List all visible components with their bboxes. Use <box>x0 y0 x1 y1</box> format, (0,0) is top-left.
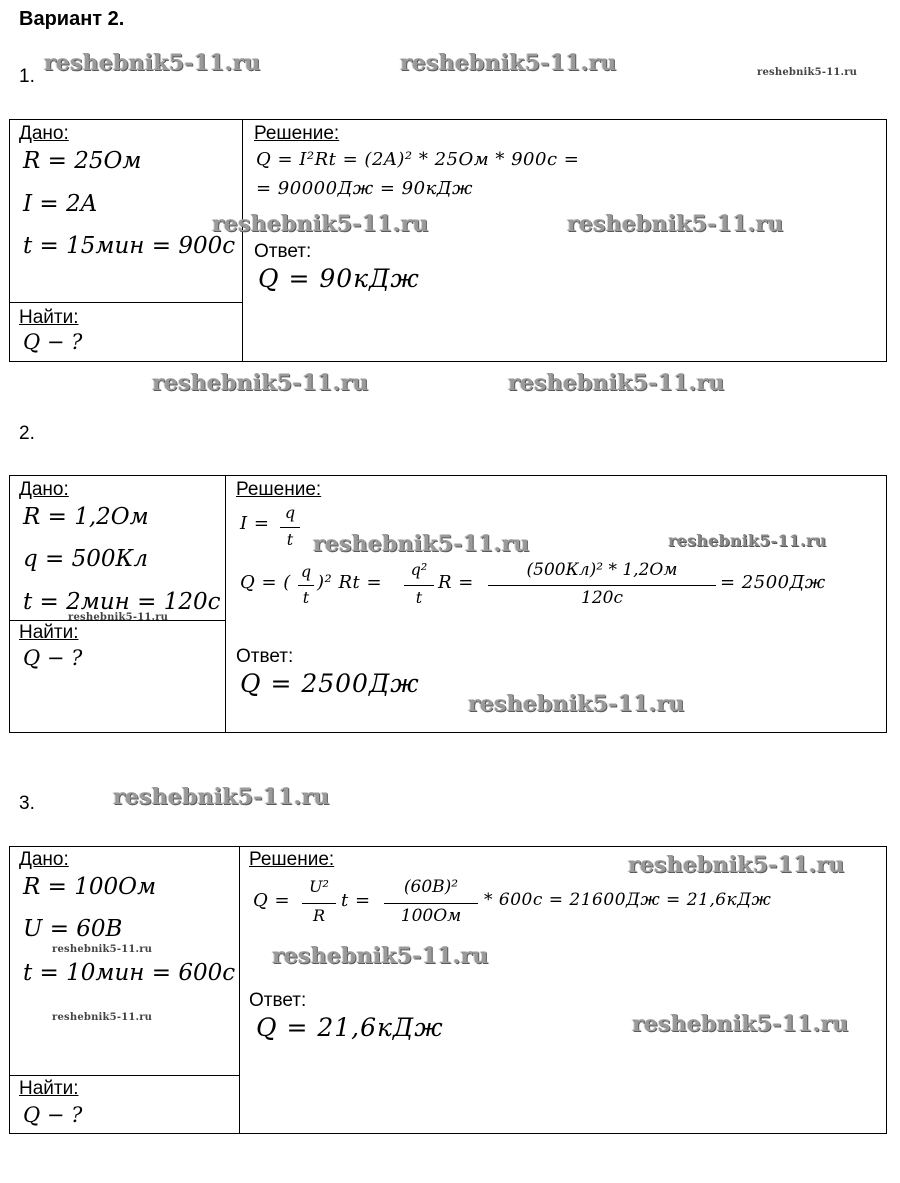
solution-formula-result: = 2500Дж <box>720 572 826 593</box>
given-current: I = 2A <box>23 191 98 217</box>
watermark: reshebnik5-11.ru <box>212 211 429 237</box>
page-heading: Вариант 2. <box>19 8 125 30</box>
problem-3-number: 3. <box>19 793 35 814</box>
answer-value: Q = 90кДж <box>258 264 420 293</box>
fraction-denominator: 100Ом <box>400 906 462 926</box>
fraction-denominator: t <box>415 588 423 607</box>
answer-label: Ответ: <box>254 241 312 262</box>
fraction-numerator: (500Кл)² * 1,2Ом <box>526 560 678 580</box>
solution-line-1: Q = I²Rt = (2A)² * 25Ом * 900с = <box>256 149 580 170</box>
watermark: reshebnik5-11.ru <box>52 944 153 955</box>
watermark: reshebnik5-11.ru <box>757 67 858 78</box>
find-value: Q − ? <box>23 330 83 354</box>
solution-label: Решение: <box>249 849 335 870</box>
fraction-denominator: t <box>286 530 294 549</box>
find-value: Q − ? <box>23 1103 83 1127</box>
fraction-numerator: q <box>300 562 312 581</box>
watermark: reshebnik5-11.ru <box>113 784 330 810</box>
given-resistance: R = 25Ом <box>23 148 142 174</box>
watermark: reshebnik5-11.ru <box>508 370 725 396</box>
fraction-numerator: U² <box>309 877 329 896</box>
watermark: reshebnik5-11.ru <box>313 531 530 557</box>
answer-label: Ответ: <box>249 990 307 1011</box>
given-resistance: R = 100Ом <box>23 874 157 900</box>
watermark: reshebnik5-11.ru <box>468 691 685 717</box>
watermark: reshebnik5-11.ru <box>400 50 617 76</box>
watermark: reshebnik5-11.ru <box>628 852 845 878</box>
solution-formula-start: Q = <box>253 890 291 911</box>
fraction-denominator: 120с <box>581 588 623 608</box>
problem-1-number: 1. <box>19 66 35 87</box>
watermark: reshebnik5-11.ru <box>68 612 169 623</box>
given-resistance: R = 1,2Ом <box>23 504 149 530</box>
given-time: t = 10мин = 600с <box>23 960 236 986</box>
given-time: t = 2мин = 120с <box>23 589 221 615</box>
fraction-denominator: R <box>312 906 326 925</box>
fraction-denominator: t <box>302 588 310 607</box>
watermark: reshebnik5-11.ru <box>152 370 369 396</box>
watermark: reshebnik5-11.ru <box>668 531 827 550</box>
fraction-numerator: q <box>284 503 296 522</box>
find-label: Найти: <box>19 1078 79 1099</box>
solution-formula-mid: )² Rt = <box>317 572 383 593</box>
answer-value: Q = 21,6кДж <box>256 1013 444 1042</box>
find-value: Q − ? <box>23 646 83 670</box>
problem-2-number: 2. <box>19 423 35 444</box>
solution-formula-result: * 600с = 21600Дж = 21,6кДж <box>484 890 772 910</box>
solution-formula-start: Q = ( <box>240 572 291 593</box>
solution-label: Решение: <box>254 123 340 144</box>
solution-formula-r: R = <box>438 572 474 593</box>
solution-formula-mid: t = <box>341 890 371 911</box>
given-time: t = 15мин = 900с <box>23 233 236 259</box>
given-voltage: U = 60B <box>23 916 123 942</box>
watermark: reshebnik5-11.ru <box>52 1012 153 1023</box>
given-charge: q = 500Кл <box>23 546 148 572</box>
watermark: reshebnik5-11.ru <box>567 211 784 237</box>
solution-current-lhs: I = <box>240 513 270 534</box>
answer-value: Q = 2500Дж <box>240 669 420 698</box>
fraction-numerator: (60B)² <box>403 877 459 897</box>
watermark: reshebnik5-11.ru <box>44 50 261 76</box>
given-label: Дано: <box>19 849 69 870</box>
answer-label: Ответ: <box>236 646 294 667</box>
watermark: reshebnik5-11.ru <box>632 1011 849 1037</box>
solution-line-2: = 90000Дж = 90кДж <box>256 178 473 199</box>
find-label: Найти: <box>19 307 79 328</box>
fraction-numerator: q² <box>410 560 428 579</box>
given-label: Дано: <box>19 479 69 500</box>
find-label: Найти: <box>19 622 79 643</box>
watermark: reshebnik5-11.ru <box>272 943 489 969</box>
solution-label: Решение: <box>236 479 322 500</box>
given-label: Дано: <box>19 123 69 144</box>
